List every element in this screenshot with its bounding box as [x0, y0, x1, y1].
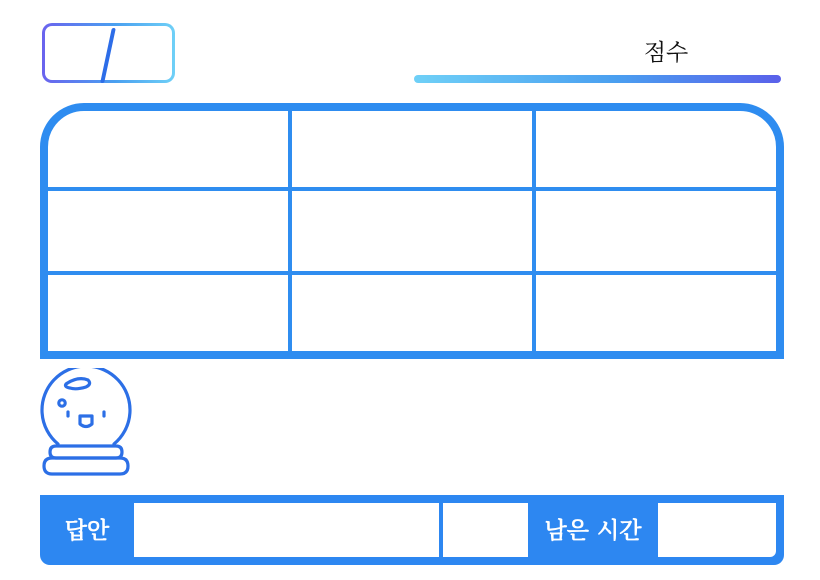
answer-input[interactable]	[134, 503, 439, 557]
game-board	[40, 103, 784, 359]
round-counter	[42, 23, 175, 83]
board-cell[interactable]	[292, 191, 532, 271]
score-value	[414, 38, 614, 68]
timer-value	[658, 503, 776, 557]
score-label: 점수	[643, 40, 689, 66]
round-divider	[100, 28, 116, 83]
crystal-ball-icon	[38, 368, 134, 486]
board-cell[interactable]	[536, 275, 776, 351]
board-cell[interactable]	[536, 191, 776, 271]
round-current	[51, 26, 101, 80]
board-cell[interactable]	[48, 275, 288, 351]
board-cell[interactable]	[292, 275, 532, 351]
timer-label: 남은 시간	[544, 518, 642, 544]
board-cell[interactable]	[48, 191, 288, 271]
answer-bar	[40, 495, 784, 565]
board-cell[interactable]	[292, 111, 532, 187]
answer-label: 답안	[64, 518, 110, 544]
score-underline	[414, 75, 781, 83]
answer-extra-field	[443, 503, 528, 557]
board-cell[interactable]	[536, 111, 776, 187]
board-cell[interactable]	[48, 111, 288, 187]
round-total	[116, 26, 166, 80]
